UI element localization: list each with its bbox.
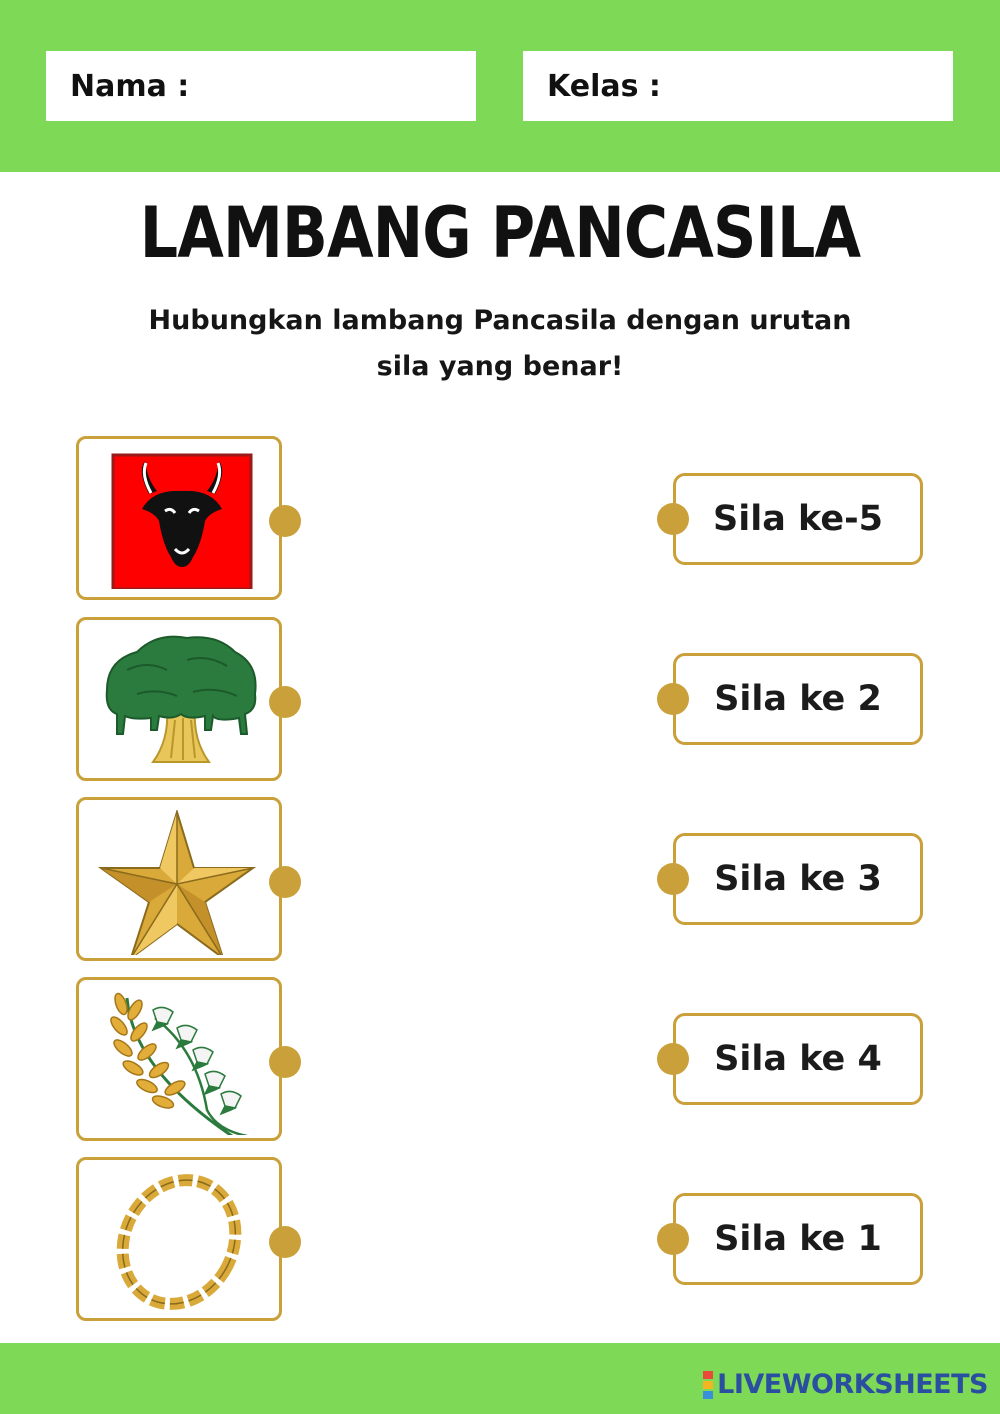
brand-text: LIVEWORKSHEETS [717, 1369, 988, 1400]
instruction-line-1: Hubungkan lambang Pancasila dengan urutan [148, 305, 852, 336]
sila-connector-dot-1[interactable] [657, 503, 689, 535]
page-title: LAMBANG PANCASILA [139, 192, 861, 274]
chain-icon [97, 1170, 267, 1315]
class-field[interactable] [523, 51, 953, 121]
sila-option-label: Sila ke 3 [714, 859, 882, 899]
symbol-connector-dot-5[interactable] [269, 1226, 301, 1258]
sila-connector-dot-4[interactable] [657, 1043, 689, 1075]
symbol-connector-dot-3[interactable] [269, 866, 301, 898]
sila-option-1 [673, 473, 923, 565]
sila-connector-dot-5[interactable] [657, 1223, 689, 1255]
liveworksheets-logo [703, 1369, 988, 1400]
name-label: Nama : [70, 68, 190, 104]
sila-option-4 [673, 1013, 923, 1105]
gold-star-icon [97, 810, 267, 955]
symbol-card-3 [76, 797, 282, 961]
symbol-connector-dot-4[interactable] [269, 1046, 301, 1078]
sila-option-3 [673, 833, 923, 925]
symbol-card-1 [76, 436, 282, 600]
liveworksheets-logo-icon [703, 1370, 713, 1400]
bull-head-icon [97, 449, 267, 589]
rice-cotton-icon [97, 990, 267, 1135]
sila-option-5 [673, 1193, 923, 1285]
sila-connector-dot-2[interactable] [657, 683, 689, 715]
instruction-text [0, 298, 1000, 390]
symbol-connector-dot-2[interactable] [269, 686, 301, 718]
symbol-card-5 [76, 1157, 282, 1321]
sila-option-label: Sila ke-5 [713, 499, 883, 539]
sila-option-label: Sila ke 4 [714, 1039, 882, 1079]
symbol-connector-dot-1[interactable] [269, 505, 301, 537]
sila-option-label: Sila ke 1 [714, 1219, 882, 1259]
symbol-card-2 [76, 617, 282, 781]
banyan-tree-icon [97, 630, 267, 770]
instruction-line-2: sila yang benar! [376, 351, 624, 382]
class-label: Kelas : [547, 68, 661, 104]
name-field[interactable] [46, 51, 476, 121]
sila-option-label: Sila ke 2 [714, 679, 882, 719]
sila-connector-dot-3[interactable] [657, 863, 689, 895]
sila-option-2 [673, 653, 923, 745]
symbol-card-4 [76, 977, 282, 1141]
